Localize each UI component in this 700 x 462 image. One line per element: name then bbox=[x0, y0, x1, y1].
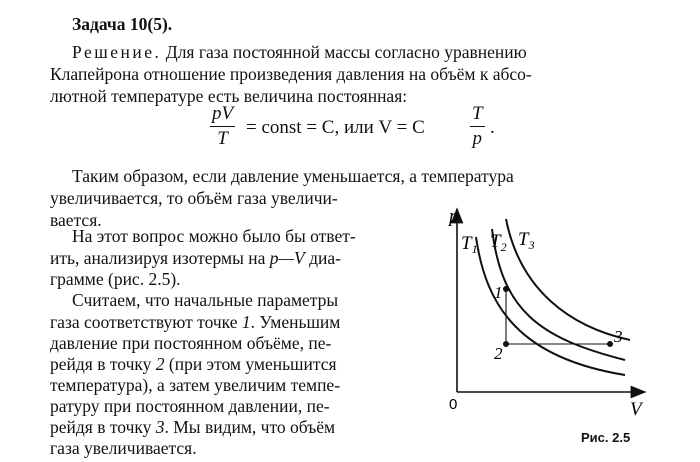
point-1-dot bbox=[503, 286, 509, 292]
p-axis-label: p bbox=[449, 206, 459, 227]
clapeyron-formula bbox=[210, 103, 530, 159]
solution-lead: Решение. bbox=[72, 42, 162, 62]
reasoning-line-4: рейдя в точку 2 (при этом уменьшится bbox=[50, 354, 337, 374]
fraction-numerator: T bbox=[470, 103, 485, 127]
question-line-3: грамме (рис. 2.5). bbox=[50, 269, 181, 289]
reasoning-line-6: ратуру при постоянном давлении, пе- bbox=[50, 396, 330, 416]
fraction-t-over-p bbox=[470, 103, 485, 150]
conclusion-line-3: вается. bbox=[50, 210, 102, 230]
t1-label: $T_1$ bbox=[461, 233, 478, 256]
point-2-label: 2 bbox=[494, 344, 503, 363]
solution-line-3: лютной температуре есть величина постоянная: bbox=[50, 86, 408, 106]
origin-label: 0 bbox=[449, 396, 458, 413]
reasoning-line-3: давление при постоянном объёме, пе- bbox=[50, 333, 332, 353]
problem-title: Задача 10(5). bbox=[72, 14, 173, 34]
point-ref: 1 bbox=[241, 312, 251, 332]
t2-label: $T_2$ bbox=[490, 231, 507, 254]
solution-line-2: Клапейрона отношение произведения давления на объём к абсо- bbox=[50, 64, 532, 84]
fraction-numerator: pV bbox=[210, 103, 235, 127]
reasoning-line-7: рейдя в точку 3. Мы видим, что объём bbox=[50, 417, 336, 437]
conclusion-line-1: Таким образом, если давление уменьшается, а температура bbox=[72, 166, 514, 186]
reasoning-line-8: газа увеличивается. bbox=[50, 438, 197, 458]
point-2-dot bbox=[503, 341, 509, 347]
solution-line-1 bbox=[72, 42, 527, 63]
reasoning-line-5: температура), а затем увеличим темпе- bbox=[50, 375, 341, 395]
pv-label: p—V bbox=[269, 248, 305, 268]
formula-middle: = const = C, или V = C bbox=[246, 117, 425, 138]
reasoning-line-2: газа соответствуют точке 1. Уменьшим bbox=[50, 312, 341, 332]
figure-caption: Рис. 2.5 bbox=[581, 430, 631, 445]
fraction-pv-over-t bbox=[210, 103, 235, 150]
reasoning-line-1: Считаем, что начальные параметры bbox=[72, 290, 339, 310]
question-line-1: На этот вопрос можно было бы ответ- bbox=[72, 226, 356, 246]
conclusion-line-2: увеличивается, то объём газа увеличи- bbox=[50, 188, 338, 208]
isotherm-t2 bbox=[492, 229, 625, 360]
formula-end: . bbox=[490, 117, 495, 138]
point-3-dot bbox=[607, 341, 613, 347]
fraction-denominator: T bbox=[217, 128, 228, 149]
question-line-2: ить, анализируя изотермы на p—V диа- bbox=[50, 248, 341, 268]
point-ref: 2 bbox=[155, 354, 165, 374]
pv-diagram bbox=[420, 195, 660, 435]
fraction-denominator: p bbox=[472, 128, 483, 149]
v-axis-label: V bbox=[630, 399, 642, 420]
point-1-label: 1 bbox=[494, 283, 503, 302]
solution-line-1-rest: Для газа постоянной массы согласно уравнению bbox=[161, 42, 527, 62]
t3-label: $T_3$ bbox=[518, 229, 535, 252]
point-ref: 3 bbox=[155, 417, 165, 437]
point-3-label: 3 bbox=[614, 327, 623, 346]
